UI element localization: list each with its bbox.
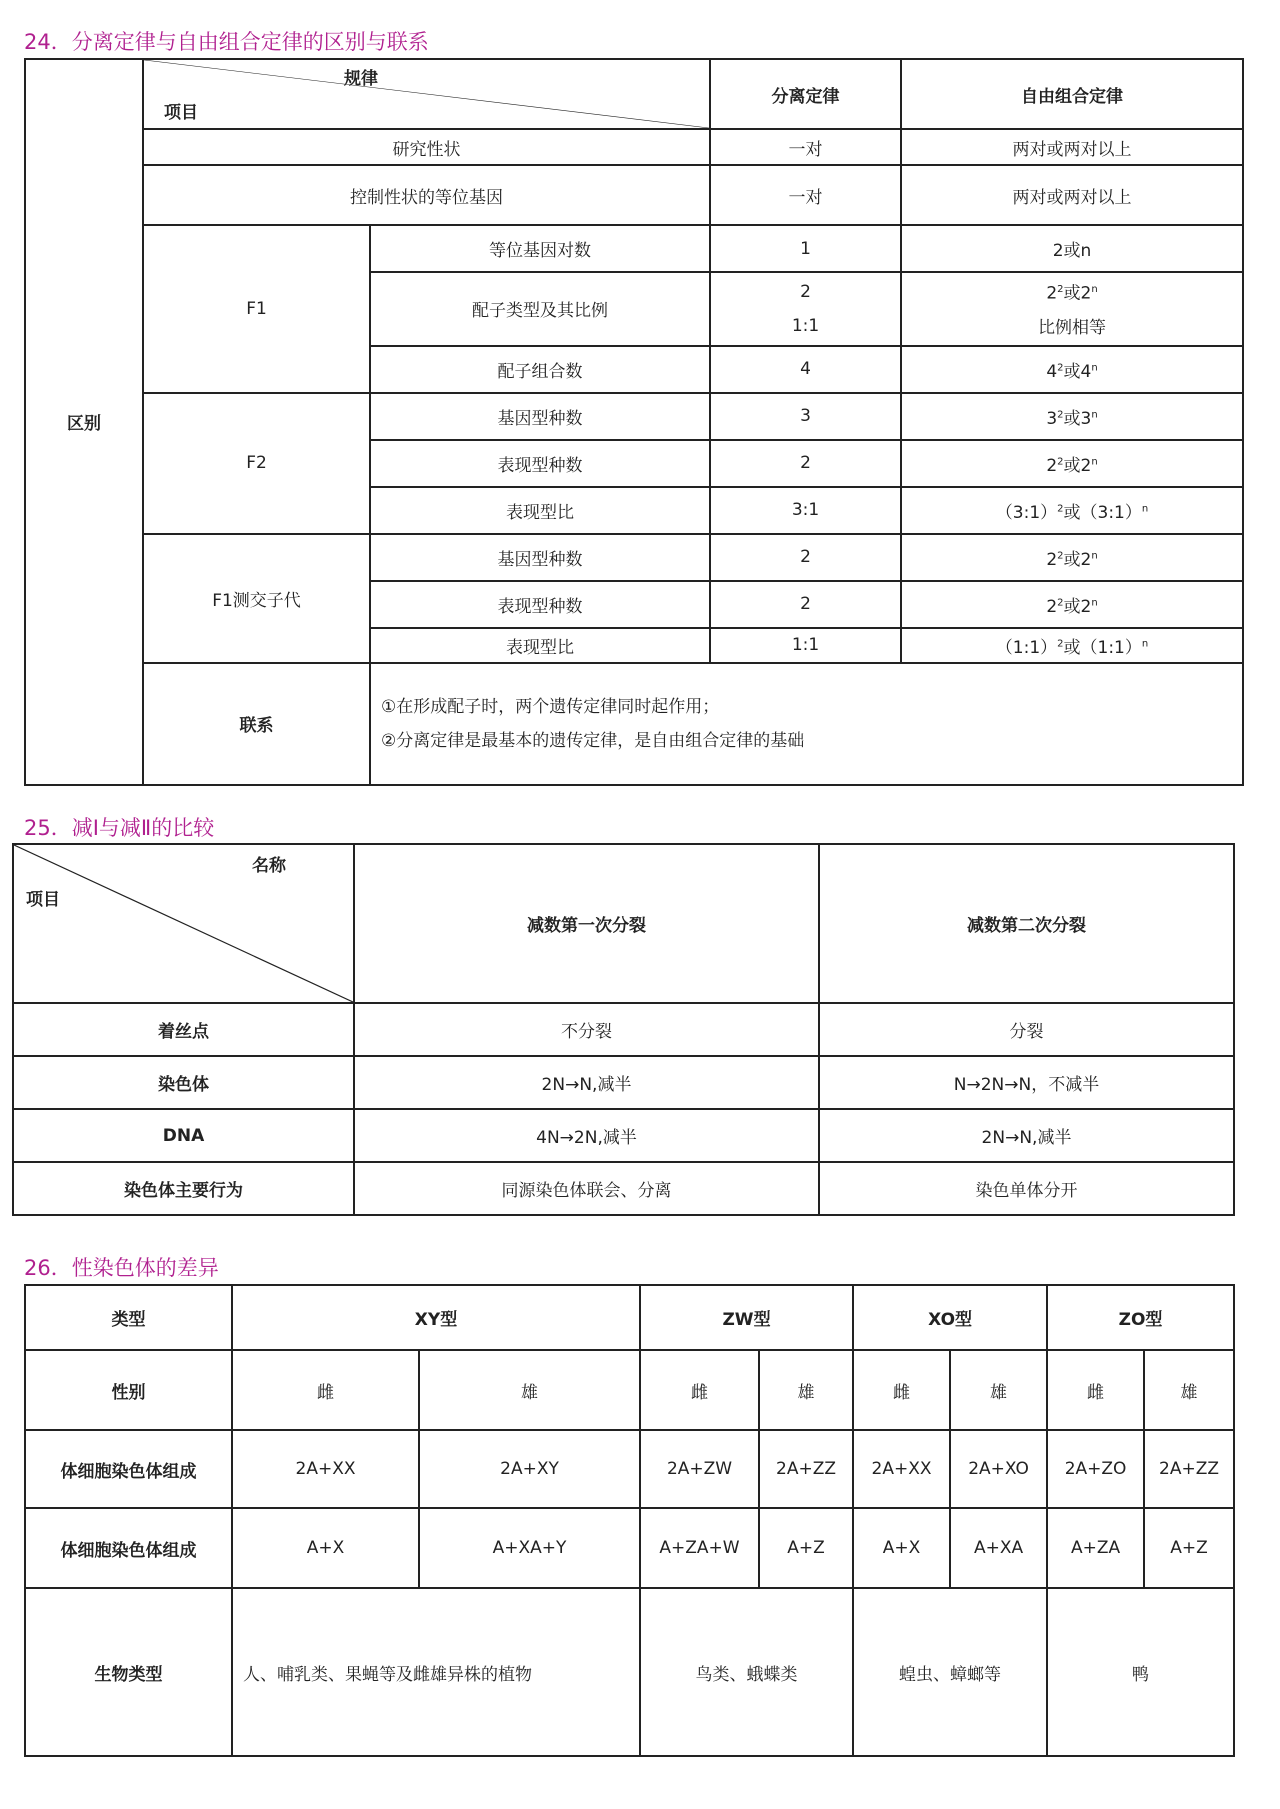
f1-label: F1 bbox=[143, 225, 370, 393]
link-content bbox=[370, 663, 1243, 785]
sex-cell: 雌 bbox=[1047, 1350, 1144, 1430]
cell: $2^2$或2$^n$ bbox=[901, 581, 1243, 628]
sex-cell: 雄 bbox=[759, 1350, 853, 1430]
cell: 2A+ZZ bbox=[1144, 1430, 1234, 1508]
row-label: 配子类型及其比例 bbox=[370, 272, 710, 346]
cell: A+XA+Y bbox=[419, 1508, 640, 1588]
cell: $2^2$或2$^n$ bbox=[901, 534, 1243, 581]
cell: 染色单体分开 bbox=[819, 1162, 1234, 1215]
diff-label: 区别 bbox=[25, 59, 143, 785]
organism-label: 生物类型 bbox=[25, 1588, 232, 1756]
organism-xo: 蝗虫、蟑螂等 bbox=[853, 1588, 1047, 1756]
cell: 2 bbox=[710, 440, 901, 487]
section-25-title: 25．减Ⅰ与减Ⅱ的比较 bbox=[24, 816, 215, 840]
cell: $3^2$或3$^n$ bbox=[901, 393, 1243, 440]
cell: 一对 bbox=[710, 129, 901, 165]
cell: A+Z bbox=[759, 1508, 853, 1588]
cell: $2^2$或2$^n$ bbox=[901, 440, 1243, 487]
col-header-free-combination: 自由组合定律 bbox=[901, 59, 1243, 129]
cell: 2A+ZZ bbox=[759, 1430, 853, 1508]
diag-top-label: 规律 bbox=[344, 69, 378, 89]
row-label: 染色体主要行为 bbox=[13, 1162, 354, 1215]
cell: 2A+XX bbox=[232, 1430, 419, 1508]
link-point-2: ②分离定律是最基本的遗传定律，是自由组合定律的基础 bbox=[381, 730, 805, 751]
somatic-label: 体细胞染色体组成 bbox=[25, 1508, 232, 1588]
row-label: 配子组合数 bbox=[370, 346, 710, 393]
row-label: 表现型比 bbox=[370, 628, 710, 663]
cell: 3 bbox=[710, 393, 901, 440]
row-label: 染色体 bbox=[13, 1056, 354, 1109]
cell: 2N→N,减半 bbox=[354, 1056, 819, 1109]
diag-bottom-label: 项目 bbox=[26, 890, 60, 910]
diag-top-label: 名称 bbox=[252, 856, 286, 876]
sex-cell: 雌 bbox=[640, 1350, 759, 1430]
row-label: 表现型种数 bbox=[370, 440, 710, 487]
cell bbox=[901, 272, 1243, 346]
type-xy: XY型 bbox=[232, 1285, 640, 1350]
organism-zo: 鸭 bbox=[1047, 1588, 1234, 1756]
cell: 2或n bbox=[901, 225, 1243, 272]
cell: 1 bbox=[710, 225, 901, 272]
row-label: 基因型种数 bbox=[370, 534, 710, 581]
col-header-separation: 分离定律 bbox=[710, 59, 901, 129]
gamete-count: 2 bbox=[800, 281, 811, 302]
cell: 2A+ZO bbox=[1047, 1430, 1144, 1508]
cell: N→2N→N，不减半 bbox=[819, 1056, 1234, 1109]
row-label: 表现型比 bbox=[370, 487, 710, 534]
link-label: 联系 bbox=[143, 663, 370, 785]
row-label: 控制性状的等位基因 bbox=[143, 165, 710, 225]
diag-bottom-label: 项目 bbox=[164, 103, 198, 123]
cell: 2A+XO bbox=[950, 1430, 1047, 1508]
cell: A+ZA bbox=[1047, 1508, 1144, 1588]
gamete-types: $2^2$或2$^n$ bbox=[1046, 283, 1098, 304]
row-label: 着丝点 bbox=[13, 1003, 354, 1056]
table-25 bbox=[12, 843, 1235, 1216]
organism-xy: 人、哺乳类、果蝇等及雌雄异株的植物 bbox=[232, 1588, 640, 1756]
link-point-1: ①在形成配子时，两个遗传定律同时起作用； bbox=[381, 696, 720, 717]
cell: 2N→N,减半 bbox=[819, 1109, 1234, 1162]
cell: 两对或两对以上 bbox=[901, 129, 1243, 165]
diagonal-header-25 bbox=[13, 844, 354, 1003]
cell: 2A+ZW bbox=[640, 1430, 759, 1508]
cell: （3:1）$^2$或（3:1）$^n$ bbox=[901, 487, 1243, 534]
row-label: DNA bbox=[13, 1109, 354, 1162]
cell: 2 bbox=[710, 534, 901, 581]
sex-label: 性别 bbox=[25, 1350, 232, 1430]
row-label: 研究性状 bbox=[143, 129, 710, 165]
section-26-title: 26．性染色体的差异 bbox=[24, 1256, 219, 1280]
type-zw: ZW型 bbox=[640, 1285, 853, 1350]
f1-testcross-label: F1测交子代 bbox=[143, 534, 370, 663]
cell: 2A+XX bbox=[853, 1430, 950, 1508]
cell: 4 bbox=[710, 346, 901, 393]
f2-label: F2 bbox=[143, 393, 370, 534]
cell: 4N→2N,减半 bbox=[354, 1109, 819, 1162]
cell: 2A+XY bbox=[419, 1430, 640, 1508]
cell: A+Z bbox=[1144, 1508, 1234, 1588]
section-24-title: 24．分离定律与自由组合定律的区别与联系 bbox=[24, 30, 429, 54]
sex-cell: 雄 bbox=[950, 1350, 1047, 1430]
cell: A+ZA+W bbox=[640, 1508, 759, 1588]
sex-cell: 雌 bbox=[232, 1350, 419, 1430]
cell: A+XA bbox=[950, 1508, 1047, 1588]
cell: （1:1）$^2$或（1:1）$^n$ bbox=[901, 628, 1243, 663]
col-header-meiosis-1: 减数第一次分裂 bbox=[354, 844, 819, 1003]
diagonal-header-24 bbox=[143, 59, 710, 129]
organism-zw: 鸟类、蛾蝶类 bbox=[640, 1588, 853, 1756]
cell: 两对或两对以上 bbox=[901, 165, 1243, 225]
cell: 2 bbox=[710, 581, 901, 628]
table-26 bbox=[24, 1284, 1235, 1757]
row-label: 等位基因对数 bbox=[370, 225, 710, 272]
table-24 bbox=[24, 58, 1244, 786]
sex-cell: 雄 bbox=[1144, 1350, 1234, 1430]
cell: 一对 bbox=[710, 165, 901, 225]
cell: A+X bbox=[853, 1508, 950, 1588]
row-label: 表现型种数 bbox=[370, 581, 710, 628]
cell: 3:1 bbox=[710, 487, 901, 534]
gamete-ratio: 1:1 bbox=[791, 315, 820, 336]
cell bbox=[710, 272, 901, 346]
cell: A+X bbox=[232, 1508, 419, 1588]
somatic-label: 体细胞染色体组成 bbox=[25, 1430, 232, 1508]
cell: 分裂 bbox=[819, 1003, 1234, 1056]
row-label: 基因型种数 bbox=[370, 393, 710, 440]
cell: 不分裂 bbox=[354, 1003, 819, 1056]
sex-cell: 雄 bbox=[419, 1350, 640, 1430]
cell: 1:1 bbox=[710, 628, 901, 663]
col-header-meiosis-2: 减数第二次分裂 bbox=[819, 844, 1234, 1003]
cell: 同源染色体联会、分离 bbox=[354, 1162, 819, 1215]
type-xo: XO型 bbox=[853, 1285, 1047, 1350]
sex-cell: 雌 bbox=[853, 1350, 950, 1430]
cell: $4^2$或4$^n$ bbox=[901, 346, 1243, 393]
type-zo: ZO型 bbox=[1047, 1285, 1234, 1350]
gamete-ratio-b: 比例相等 bbox=[1038, 317, 1106, 338]
type-label: 类型 bbox=[25, 1285, 232, 1350]
